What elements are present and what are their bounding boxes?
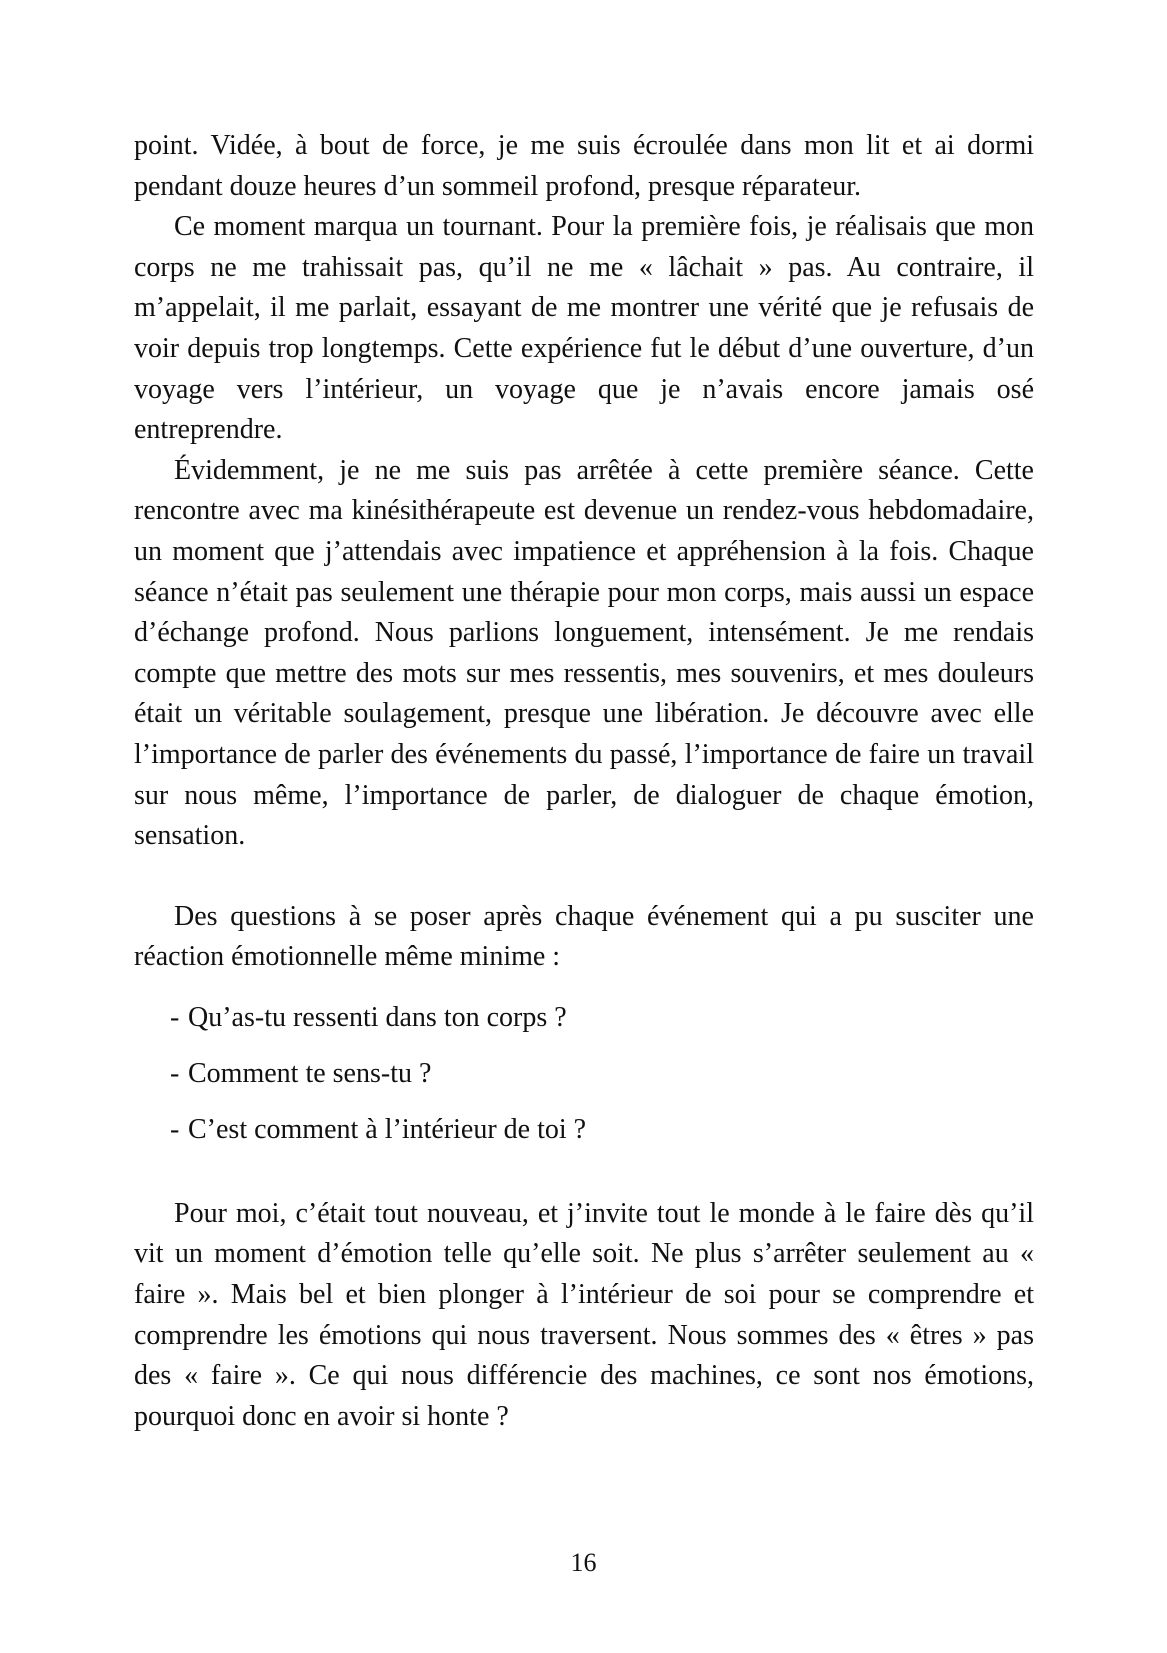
paragraph-turning-point: Ce moment marqua un tournant. Pour la première fois, je réalisais que mon corps ne me trahissait pas, qu’il ne me « lâchait » pas. Au contraire, il m’appelait, il me parlait, essayant de me montrer une vérité que je refusais de voir depuis trop longtemps. Cette expérience fut le début d’une ouverture, d’un voyage vers l’intérieur, un voyage que je n’avais encore jamais osé entreprendre. xyxy=(134,211,1034,446)
question-text: Qu’as-tu ressenti dans ton corps ? xyxy=(188,1001,567,1033)
paragraph-continuation: point. Vidée, à bout de force, je me suis écroulée dans mon lit et ai dormi pendant douze heures d’un sommeil profond, presque réparateur. xyxy=(134,130,1034,202)
question-item xyxy=(134,1054,1034,1094)
section-spacer xyxy=(134,857,1034,897)
dash-marker: - xyxy=(170,1113,180,1145)
questions-intro: Des questions à se poser après chaque événement qui a pu susciter une réaction émotionnelle même minime : xyxy=(134,900,1034,973)
question-item xyxy=(134,998,1034,1038)
page-number: 16 xyxy=(570,1548,597,1577)
paragraph-closing: Pour moi, c’était tout nouveau, et j’invite tout le monde à le faire dès qu’il vit un moment d’émotion telle qu’elle soit. Ne plus s’arrêter seulement au « faire ». Mais bel et bien plonger à l’intérieur de soi pour se comprendre et comprendre les émotions qui nous traversent. Nous sommes des « êtres » pas des « faire ». Ce qui nous différencie des machines, ce sont nos émotions, pourquoi donc en avoir si honte ? xyxy=(134,1197,1034,1432)
dash-marker: - xyxy=(170,1001,180,1033)
question-list xyxy=(134,998,1034,1150)
page-body xyxy=(134,126,1034,1437)
dash-marker: - xyxy=(170,1057,180,1089)
question-text: C’est comment à l’intérieur de toi ? xyxy=(188,1113,587,1145)
question-text: Comment te sens-tu ? xyxy=(188,1057,432,1089)
paragraph-physiotherapist: Évidemment, je ne me suis pas arrêtée à cette première séance. Cette rencontre avec ma kinésithérapeute est devenue un rendez-vous hebdomadaire, un moment que j’attendais avec impatience et appréhension à la fois. Chaque séance n’était pas seulement une thérapie pour mon corps, mais aussi un espace d’échange profond. Nous parlions longuement, intensément. Je me rendais compte que mettre des mots sur mes ressentis, mes souvenirs, et mes douleurs était un véritable soulagement, presque une libération. Je découvre avec elle l’importance de parler des événements du passé, l’importance de faire un travail sur nous même, l’importance de parler, de dialoguer de chaque émotion, sensation. xyxy=(134,454,1034,852)
question-item xyxy=(134,1110,1034,1150)
